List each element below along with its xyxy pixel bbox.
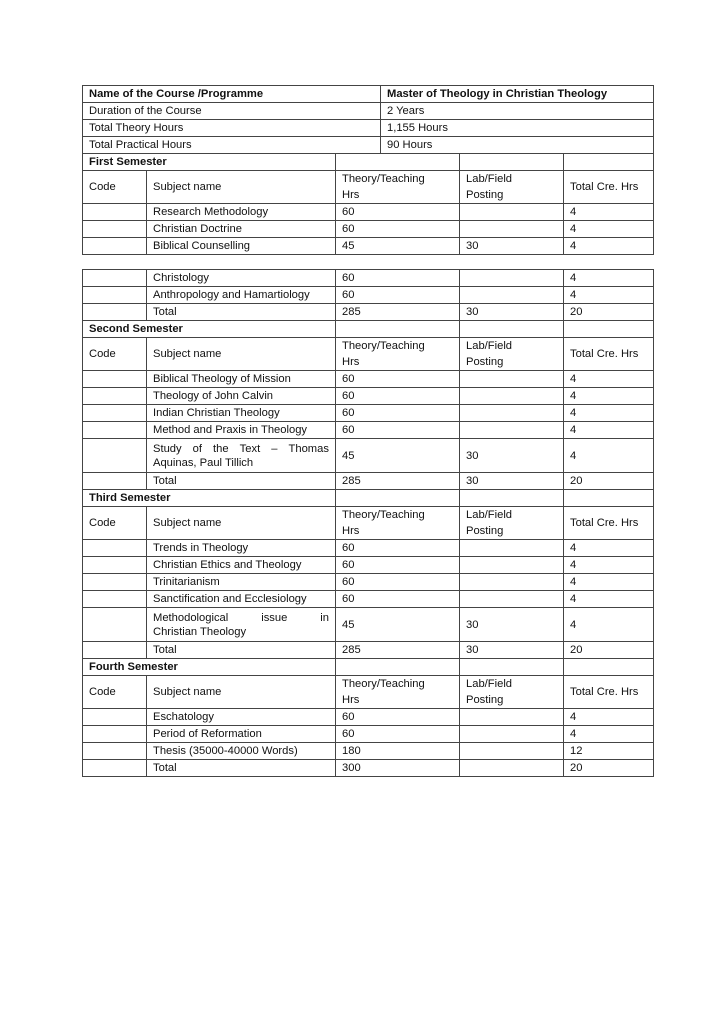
credit-cell: 20 xyxy=(564,304,654,321)
lab-header: Lab/Field Posting xyxy=(460,338,564,371)
table-row xyxy=(83,608,654,642)
lab-cell: 30 xyxy=(460,473,564,490)
semester-title-row xyxy=(83,321,654,338)
code-cell xyxy=(83,591,147,608)
theory-cell: 180 xyxy=(336,743,460,760)
lab-cell: 30 xyxy=(460,439,564,473)
lab-cell xyxy=(460,574,564,591)
total-row xyxy=(83,642,654,659)
total-row xyxy=(83,304,654,321)
subject-cell xyxy=(147,439,336,473)
theory-cell: 60 xyxy=(336,574,460,591)
code-cell xyxy=(83,204,147,221)
subject-cell: Thesis (35000-40000 Words) xyxy=(147,743,336,760)
theory-cell: 60 xyxy=(336,388,460,405)
theory-cell: 45 xyxy=(336,608,460,642)
subject-cell: Trends in Theology xyxy=(147,540,336,557)
theory-cell: 60 xyxy=(336,204,460,221)
theory-cell: 285 xyxy=(336,473,460,490)
subject-cell: Research Methodology xyxy=(147,204,336,221)
subject-cell: Method and Praxis in Theology xyxy=(147,422,336,439)
info-value: 1,155 Hours xyxy=(381,120,654,137)
table-row xyxy=(83,540,654,557)
table-row xyxy=(83,557,654,574)
credit-header: Total Cre. Hrs xyxy=(564,676,654,709)
theory-cell: 60 xyxy=(336,422,460,439)
subject-line-2: Christian Theology xyxy=(153,625,247,638)
subject-line-2: Aquinas, Paul Tillich xyxy=(153,456,254,469)
credit-cell: 4 xyxy=(564,371,654,388)
credit-cell: 4 xyxy=(564,557,654,574)
subject-header: Subject name xyxy=(147,338,336,371)
semester-title: Third Semester xyxy=(83,490,336,507)
lab-cell xyxy=(460,760,564,777)
theory-cell: 45 xyxy=(336,238,460,255)
info-value: 90 Hours xyxy=(381,137,654,154)
theory-header: Theory/Teaching Hrs xyxy=(336,507,460,540)
lab-cell xyxy=(460,221,564,238)
subject-cell xyxy=(147,608,336,642)
table-row xyxy=(83,439,654,473)
column-header-row xyxy=(83,338,654,371)
theory-cell: 60 xyxy=(336,221,460,238)
subject-cell: Indian Christian Theology xyxy=(147,405,336,422)
table-row xyxy=(83,371,654,388)
theory-header: Theory/Teaching Hrs xyxy=(336,676,460,709)
info-row xyxy=(83,86,654,103)
subject-cell: Trinitarianism xyxy=(147,574,336,591)
code-cell xyxy=(83,439,147,473)
subject-line-1: Study of the Text – Thomas xyxy=(153,442,329,455)
semester-title-row xyxy=(83,154,654,171)
credit-header: Total Cre. Hrs xyxy=(564,507,654,540)
table-row xyxy=(83,743,654,760)
subject-cell: Total xyxy=(147,760,336,777)
table-row xyxy=(83,221,654,238)
credit-cell: 4 xyxy=(564,405,654,422)
credit-cell: 20 xyxy=(564,642,654,659)
info-value: Master of Theology in Christian Theology xyxy=(381,86,654,103)
total-row xyxy=(83,473,654,490)
table-row xyxy=(83,204,654,221)
theory-cell: 300 xyxy=(336,760,460,777)
column-header-row xyxy=(83,171,654,204)
code-cell xyxy=(83,221,147,238)
credit-cell: 12 xyxy=(564,743,654,760)
code-cell xyxy=(83,642,147,659)
theory-cell: 60 xyxy=(336,709,460,726)
semester-title-row xyxy=(83,659,654,676)
info-row xyxy=(83,120,654,137)
code-cell xyxy=(83,422,147,439)
credit-cell: 4 xyxy=(564,204,654,221)
credit-cell: 4 xyxy=(564,709,654,726)
total-row xyxy=(83,760,654,777)
theory-cell: 60 xyxy=(336,726,460,743)
lab-cell: 30 xyxy=(460,238,564,255)
code-cell xyxy=(83,540,147,557)
lab-cell xyxy=(460,743,564,760)
code-cell xyxy=(83,760,147,777)
column-header-row xyxy=(83,676,654,709)
code-cell xyxy=(83,574,147,591)
code-cell xyxy=(83,743,147,760)
credit-cell: 4 xyxy=(564,238,654,255)
course-table-part-1 xyxy=(82,85,654,255)
table-row xyxy=(83,270,654,287)
credit-cell: 4 xyxy=(564,221,654,238)
subject-cell: Theology of John Calvin xyxy=(147,388,336,405)
subject-cell: Total xyxy=(147,473,336,490)
credit-cell: 20 xyxy=(564,760,654,777)
theory-header: Theory/Teaching Hrs xyxy=(336,171,460,204)
code-cell xyxy=(83,726,147,743)
code-cell xyxy=(83,287,147,304)
semester-title: First Semester xyxy=(83,154,336,171)
theory-cell: 60 xyxy=(336,540,460,557)
subject-cell: Eschatology xyxy=(147,709,336,726)
subject-cell: Sanctification and Ecclesiology xyxy=(147,591,336,608)
theory-cell: 285 xyxy=(336,304,460,321)
table-row xyxy=(83,422,654,439)
credit-cell: 4 xyxy=(564,726,654,743)
lab-cell xyxy=(460,726,564,743)
lab-cell xyxy=(460,204,564,221)
theory-cell: 60 xyxy=(336,591,460,608)
code-header: Code xyxy=(83,171,147,204)
subject-header: Subject name xyxy=(147,676,336,709)
code-cell xyxy=(83,608,147,642)
lab-cell xyxy=(460,371,564,388)
course-table-part-2 xyxy=(82,269,654,777)
table-row xyxy=(83,405,654,422)
subject-cell: Total xyxy=(147,642,336,659)
lab-header: Lab/Field Posting xyxy=(460,676,564,709)
info-label: Total Theory Hours xyxy=(83,120,381,137)
lab-header: Lab/Field Posting xyxy=(460,171,564,204)
theory-cell: 60 xyxy=(336,557,460,574)
lab-cell: 30 xyxy=(460,608,564,642)
table-row xyxy=(83,287,654,304)
lab-cell xyxy=(460,287,564,304)
lab-cell xyxy=(460,405,564,422)
lab-cell xyxy=(460,270,564,287)
credit-cell: 4 xyxy=(564,388,654,405)
code-cell xyxy=(83,238,147,255)
credit-cell: 4 xyxy=(564,439,654,473)
table-row xyxy=(83,388,654,405)
theory-cell: 285 xyxy=(336,642,460,659)
table-row xyxy=(83,709,654,726)
theory-cell: 60 xyxy=(336,287,460,304)
credit-cell: 4 xyxy=(564,540,654,557)
theory-header: Theory/Teaching Hrs xyxy=(336,338,460,371)
lab-cell xyxy=(460,591,564,608)
table-row xyxy=(83,238,654,255)
subject-header: Subject name xyxy=(147,171,336,204)
lab-cell xyxy=(460,709,564,726)
code-header: Code xyxy=(83,338,147,371)
semester-title-row xyxy=(83,490,654,507)
subject-cell: Christian Ethics and Theology xyxy=(147,557,336,574)
code-cell xyxy=(83,270,147,287)
lab-cell xyxy=(460,540,564,557)
code-cell xyxy=(83,405,147,422)
code-cell xyxy=(83,709,147,726)
credit-cell: 20 xyxy=(564,473,654,490)
table-row xyxy=(83,591,654,608)
theory-cell: 60 xyxy=(336,405,460,422)
code-cell xyxy=(83,557,147,574)
theory-cell: 45 xyxy=(336,439,460,473)
table-row xyxy=(83,574,654,591)
code-cell xyxy=(83,304,147,321)
credit-cell: 4 xyxy=(564,591,654,608)
info-label: Duration of the Course xyxy=(83,103,381,120)
credit-cell: 4 xyxy=(564,270,654,287)
lab-cell: 30 xyxy=(460,642,564,659)
subject-cell: Period of Reformation xyxy=(147,726,336,743)
subject-cell: Total xyxy=(147,304,336,321)
code-cell xyxy=(83,371,147,388)
semester-title: Second Semester xyxy=(83,321,336,338)
column-header-row xyxy=(83,507,654,540)
lab-cell xyxy=(460,557,564,574)
subject-cell: Biblical Theology of Mission xyxy=(147,371,336,388)
credit-cell: 4 xyxy=(564,287,654,304)
theory-cell: 60 xyxy=(336,270,460,287)
info-label: Total Practical Hours xyxy=(83,137,381,154)
code-header: Code xyxy=(83,507,147,540)
subject-header: Subject name xyxy=(147,507,336,540)
theory-cell: 60 xyxy=(336,371,460,388)
subject-cell: Christology xyxy=(147,270,336,287)
code-cell xyxy=(83,473,147,490)
lab-header: Lab/Field Posting xyxy=(460,507,564,540)
subject-cell: Anthropology and Hamartiology xyxy=(147,287,336,304)
info-row xyxy=(83,103,654,120)
subject-cell: Biblical Counselling xyxy=(147,238,336,255)
credit-header: Total Cre. Hrs xyxy=(564,338,654,371)
credit-cell: 4 xyxy=(564,608,654,642)
credit-cell: 4 xyxy=(564,574,654,591)
subject-cell: Christian Doctrine xyxy=(147,221,336,238)
lab-cell xyxy=(460,422,564,439)
subject-line-1: Methodological issue in xyxy=(153,611,329,624)
table-row xyxy=(83,726,654,743)
info-label: Name of the Course /Programme xyxy=(83,86,381,103)
lab-cell xyxy=(460,388,564,405)
lab-cell: 30 xyxy=(460,304,564,321)
info-row xyxy=(83,137,654,154)
code-header: Code xyxy=(83,676,147,709)
semester-title: Fourth Semester xyxy=(83,659,336,676)
code-cell xyxy=(83,388,147,405)
credit-cell: 4 xyxy=(564,422,654,439)
info-value: 2 Years xyxy=(381,103,654,120)
credit-header: Total Cre. Hrs xyxy=(564,171,654,204)
